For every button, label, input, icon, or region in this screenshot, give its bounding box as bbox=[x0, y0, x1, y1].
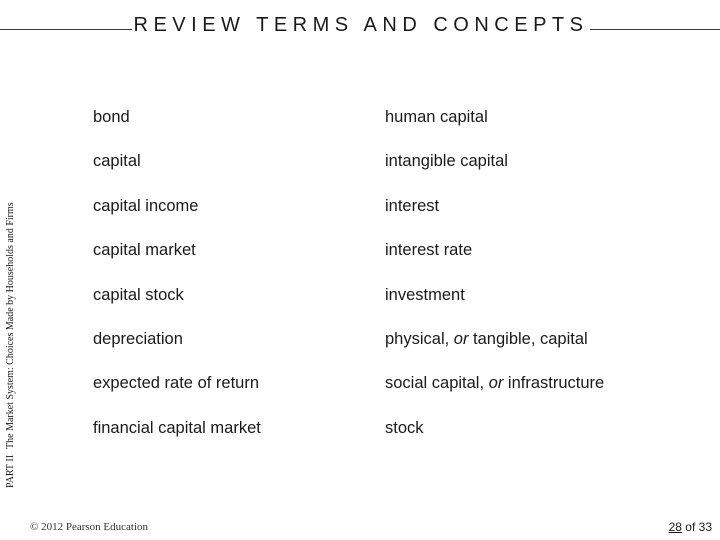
term-right-8: stock bbox=[385, 419, 424, 437]
term-right-7: social capital, or infrastructure bbox=[385, 374, 605, 392]
sidebar-part: PART II bbox=[5, 454, 16, 488]
page-counter bbox=[669, 520, 712, 534]
term-right-4: interest rate bbox=[385, 241, 473, 259]
page-total: of 33 bbox=[681, 520, 712, 534]
term-left-7: expected rate of return bbox=[93, 374, 260, 392]
sidebar-text: The Market System: Choices Made by Households and Firms bbox=[5, 202, 16, 449]
slide-title: REVIEW TERMS AND CONCEPTS bbox=[133, 14, 589, 36]
term-right-1: human capital bbox=[385, 108, 488, 126]
term-right-3: interest bbox=[385, 197, 440, 215]
term-left-5: capital stock bbox=[93, 286, 184, 304]
term-left-6: depreciation bbox=[93, 330, 183, 348]
term-right-5: investment bbox=[385, 286, 465, 304]
term-right-2: intangible capital bbox=[385, 152, 508, 170]
term-right-6: physical, or tangible, capital bbox=[385, 330, 588, 348]
header-rule-left bbox=[0, 29, 132, 30]
header-rule-right bbox=[590, 29, 720, 30]
page-current: 28 bbox=[668, 520, 682, 534]
copyright-notice: © 2012 Pearson Education bbox=[30, 521, 149, 533]
term-left-3: capital income bbox=[93, 197, 199, 215]
term-left-1: bond bbox=[93, 108, 130, 126]
sidebar-caption bbox=[5, 202, 19, 488]
term-left-2: capital bbox=[93, 152, 141, 170]
term-left-4: capital market bbox=[93, 241, 196, 259]
term-left-8: financial capital market bbox=[93, 419, 261, 437]
